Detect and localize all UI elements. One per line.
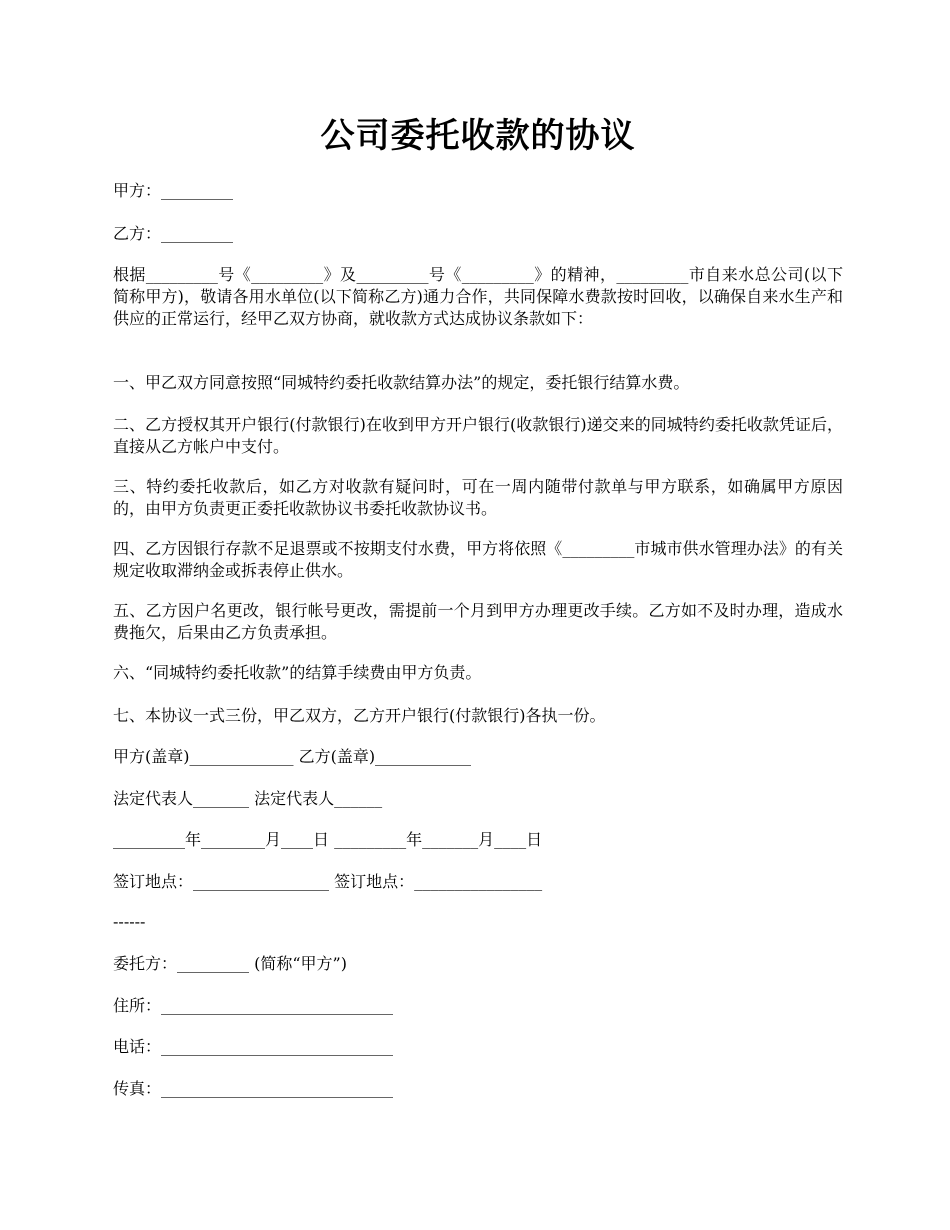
party-b-line: 乙方：_________ — [113, 224, 234, 243]
clause-1: 一、甲乙双方同意按照“同城特约委托收款结算办法”的规定，委托银行结算水费。 — [113, 373, 690, 392]
legal-rep-line: 法定代表人_______ 法定代表人______ — [113, 789, 383, 808]
clause-6: 六、“同城特约委托收款”的结算手续费由甲方负责。 — [113, 663, 482, 682]
clause-7: 七、本协议一式三份，甲乙双方，乙方开户银行(付款银行)各执一份。 — [113, 706, 606, 725]
seal-line: 甲方(盖章)_____________ 乙方(盖章)____________ — [113, 747, 472, 766]
client-fax-line: 传真：_____________________________ — [113, 1079, 394, 1098]
document-title: 公司委托收款的协议 — [320, 116, 636, 156]
separator: ------ — [113, 912, 146, 931]
client-address-line: 住所：_____________________________ — [113, 996, 394, 1015]
clause-4: 四、乙方因银行存款不足退票或不按期支付水费，甲方将依照《_________市城市供水管理办法》的有关规定收取滞纳金或拆表停止供水。 — [113, 539, 843, 580]
client-phone-line: 电话：_____________________________ — [113, 1037, 394, 1056]
date-line: _________年________月____日 _________年_______月____日 — [113, 830, 543, 849]
intro-paragraph: 根据_________号《_________》及_________号《_________》的精神，_________市自来水总公司(以下简称甲方)，敬请各用水单位(以下简称乙方)通力合作，共同保障水费款按时回收，以确保自来水生产和供应的正常运行，经甲乙双方协商，就收款方式达成协议条款如下： — [113, 265, 843, 328]
party-a-line: 甲方：_________ — [113, 181, 234, 200]
client-entrust-line: 委托方：_________ (简称“甲方”) — [113, 954, 347, 973]
place-line: 签订地点：_________________ 签订地点：________________ — [113, 872, 543, 891]
clause-2: 二、乙方授权其开户银行(付款银行)在收到甲方开户银行(收款银行)递交来的同城特约委托收款凭证后，直接从乙方帐户中支付。 — [113, 415, 843, 456]
clause-3: 三、特约委托收款后，如乙方对收款有疑问时，可在一周内随带付款单与甲方联系，如确属甲方原因的，由甲方负责更正委托收款协议书委托收款协议书。 — [113, 477, 843, 518]
clause-5: 五、乙方因户名更改，银行帐号更改，需提前一个月到甲方办理更改手续。乙方如不及时办理，造成水费拖欠，后果由乙方负责承担。 — [113, 601, 843, 642]
